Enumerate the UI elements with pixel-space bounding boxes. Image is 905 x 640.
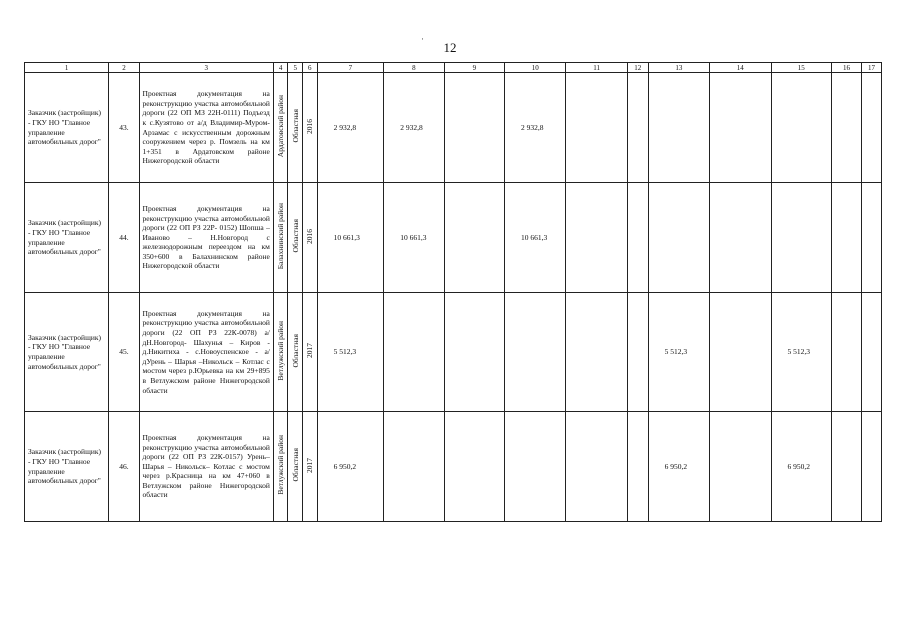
col-header: 15: [771, 63, 831, 73]
value-col-7: 10 661,3: [317, 183, 384, 293]
col-header: 2: [109, 63, 139, 73]
value-col-10: 10 661,3: [505, 183, 566, 293]
value-col-10: [505, 293, 566, 412]
value-col-14: [710, 183, 771, 293]
value-col-11: [566, 412, 627, 522]
year-label: 2017: [305, 343, 315, 359]
project-description: Проектная документация на реконструкцию участка автомобильной дороги (22 ОП РЗ 22К-0078) а/дН.Новгород- Шахунья – Киров - д.Никитиха - с.Новоуспенское - а/дУрень – Шарья –Никольск – Котлас с мостом через р.Юрьевка на км 29+895 в Ветлужском районе Нижегородской области: [139, 293, 273, 412]
value-col-11: [566, 73, 627, 183]
page-number: 12: [443, 40, 457, 55]
col-header: 10: [505, 63, 566, 73]
value-col-10: 2 932,8: [505, 73, 566, 183]
col-header: 5: [288, 63, 303, 73]
project-description: Проектная документация на реконструкцию участка автомобильной дороги (22 ОП МЗ 22Н-0111) Подъезд к с.Кузятово от а/д Владимир-Муром-Арзамас с искусственным дорожным сооружением через р. Помзель на км 1+351 в Ардатовском районе Нижегородской области: [139, 73, 273, 183]
value-col-14: [710, 412, 771, 522]
value-col-16: [831, 73, 861, 183]
value-col-16: [831, 412, 861, 522]
value-col-7: 2 932,8: [317, 73, 384, 183]
value-col-13: 6 950,2: [648, 412, 709, 522]
value-col-17: [862, 293, 882, 412]
value-col-12: [627, 183, 648, 293]
col-header: 11: [566, 63, 627, 73]
value-col-8: 2 932,8: [384, 73, 444, 183]
customer-cell: Заказчик (застройщик) - ГКУ НО "Главное управление автомобильных дорог": [25, 73, 109, 183]
year-label: 2016: [305, 118, 315, 134]
col-header: 8: [384, 63, 444, 73]
value-col-8: [384, 412, 444, 522]
projects-table: [24, 62, 882, 522]
value-col-12: [627, 73, 648, 183]
value-col-16: [831, 293, 861, 412]
value-col-9: [444, 183, 504, 293]
value-col-15: [771, 183, 831, 293]
district-label: Ветлужский район: [276, 320, 286, 381]
value-col-11: [566, 293, 627, 412]
col-header: 3: [139, 63, 273, 73]
value-col-17: [862, 412, 882, 522]
district-label: Ветлужский район: [276, 435, 286, 495]
table-row: [25, 293, 882, 412]
value-col-17: [862, 183, 882, 293]
value-col-10: [505, 412, 566, 522]
level-label: Областная: [290, 109, 300, 143]
row-index: 46.: [109, 412, 139, 522]
col-header: 4: [273, 63, 288, 73]
col-header: 12: [627, 63, 648, 73]
value-col-13: [648, 73, 709, 183]
value-col-15: 6 950,2: [771, 412, 831, 522]
value-col-14: [710, 73, 771, 183]
header-row: [25, 63, 882, 73]
value-col-14: [710, 293, 771, 412]
value-col-15: 5 512,3: [771, 293, 831, 412]
table-row: [25, 73, 882, 183]
col-header: 6: [303, 63, 318, 73]
value-col-15: [771, 73, 831, 183]
value-col-13: [648, 183, 709, 293]
year-label: 2016: [305, 228, 315, 244]
col-header: 1: [25, 63, 109, 73]
value-col-12: [627, 293, 648, 412]
table-row: [25, 183, 882, 293]
level-label: Областная: [290, 219, 300, 253]
project-description: Проектная документация на реконструкцию участка автомобильной дороги (22 ОП РЗ 22К-0157) Урень– Шарья – Никольск– Котлас с мостом через р.Красница на км 47+060 в Ветлужском районе Нижегородской области: [139, 412, 273, 522]
top-mark: ·: [421, 34, 424, 44]
customer-cell: Заказчик (застройщик) - ГКУ НО "Главное управление автомобильных дорог": [25, 412, 109, 522]
value-col-13: 5 512,3: [648, 293, 709, 412]
value-col-9: [444, 412, 504, 522]
value-col-8: [384, 293, 444, 412]
col-header: 17: [862, 63, 882, 73]
value-col-17: [862, 73, 882, 183]
col-header: 13: [648, 63, 709, 73]
value-col-11: [566, 183, 627, 293]
district-label: Ардатовский район: [276, 95, 286, 158]
row-index: 44.: [109, 183, 139, 293]
row-index: 45.: [109, 293, 139, 412]
value-col-8: 10 661,3: [384, 183, 444, 293]
table-row: [25, 412, 882, 522]
col-header: 9: [444, 63, 504, 73]
value-col-9: [444, 73, 504, 183]
col-header: 16: [831, 63, 861, 73]
customer-cell: Заказчик (застройщик) - ГКУ НО "Главное управление автомобильных дорог": [25, 183, 109, 293]
value-col-16: [831, 183, 861, 293]
year-label: 2017: [305, 457, 315, 473]
level-label: Областная: [290, 448, 300, 482]
value-col-7: 5 512,3: [317, 293, 384, 412]
col-header: 14: [710, 63, 771, 73]
row-index: 43.: [109, 73, 139, 183]
level-label: Областная: [290, 333, 300, 368]
value-col-12: [627, 412, 648, 522]
project-description: Проектная документация на реконструкцию участка автомобильной дороги (22 ОП РЗ 22Р- 0152) Шопша – Иваново – Н.Новгород с железнодорожным переездом на км 350+600 в Балахнинском районе Нижегородской области: [139, 183, 273, 293]
col-header: 7: [317, 63, 384, 73]
value-col-7: 6 950,2: [317, 412, 384, 522]
value-col-9: [444, 293, 504, 412]
district-label: Балахнинский район: [276, 203, 286, 270]
customer-cell: Заказчик (застройщик) - ГКУ НО "Главное управление автомобильных дорог": [25, 293, 109, 412]
